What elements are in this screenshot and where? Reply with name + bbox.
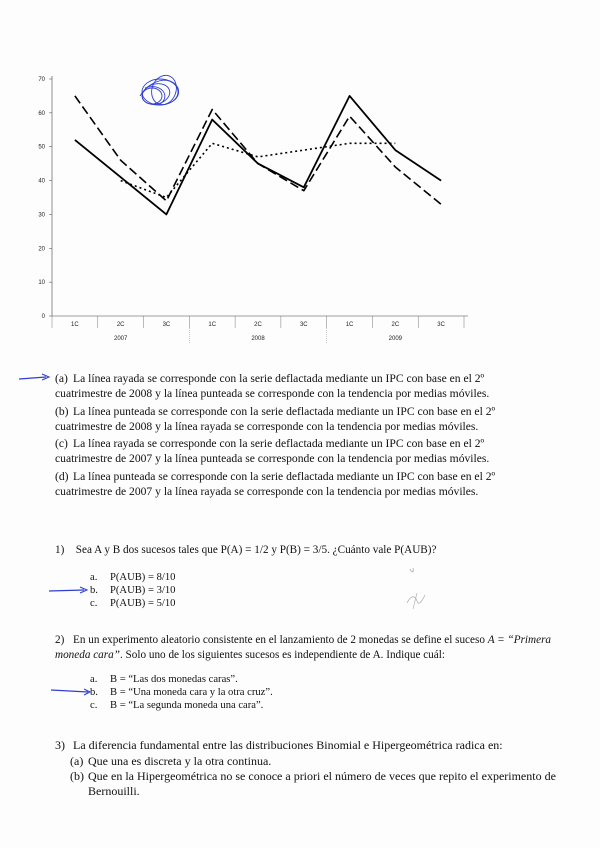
question-text: La diferencia fundamental entre las distribuciones Binomial e Hipergeométrica radica en: [73, 738, 503, 752]
option-text: Que una es discreta y la otra continua. [88, 754, 272, 768]
option-label: (b) [55, 405, 69, 418]
answer-arrow-icon [48, 585, 92, 595]
x-tick-label: 2C [116, 322, 125, 328]
option-text: P(AUB) = 5/10 [110, 598, 176, 609]
option-label: b. [90, 585, 98, 596]
question-text: En un experimento aleatorio consistente en el lanzamiento de 2 monedas se define el suceso [73, 634, 488, 646]
event-a-definition: A = “Primera moneda cara” [55, 634, 552, 661]
option-label: (d) [55, 470, 69, 483]
x-tick-label: 1C [345, 322, 354, 328]
option-text: P(AUB) = 8/10 [110, 572, 176, 583]
option-text: B = “Una moneda cara y la otra cruz”. [110, 687, 273, 698]
option-text: Que en la Hipergeométrica no se conoce a priori el número de veces que repito el experimento de Bernouilli. [88, 769, 556, 798]
option-label: (a) [70, 754, 84, 768]
x-group-label: 2009 [388, 336, 403, 342]
y-tick-label: 10 [38, 280, 45, 287]
option-text: La línea rayada se corresponde con la serie deflactada mediante un IPC con base en el 2º cuatrimestre de 2008 y la línea punteada se corresponde con la tendencia por medias móviles. [55, 372, 490, 400]
q3-option-b[interactable] [70, 769, 573, 799]
option-d[interactable] [55, 470, 535, 499]
pen-scribble [140, 72, 181, 108]
y-tick-label: 40 [38, 178, 45, 185]
x-tick-label: 1C [71, 322, 79, 328]
question-number: 2) [55, 634, 65, 646]
option-text: P(AUB) = 3/10 [110, 585, 176, 596]
option-label: (a) [55, 372, 68, 385]
pencil-scribble [395, 565, 435, 615]
option-text: B = “Las dos monedas caras”. [110, 674, 238, 685]
q1-option-b[interactable] [90, 585, 175, 597]
y-tick-label: 20 [38, 246, 45, 253]
option-b[interactable] [55, 405, 535, 434]
series-line-dotted [121, 143, 396, 197]
option-c[interactable] [55, 437, 535, 466]
x-tick-label: 3C [162, 322, 171, 328]
y-tick-label: 30 [38, 212, 45, 219]
x-tick-label: 3C [437, 322, 445, 328]
q2-option-a[interactable] [90, 674, 238, 686]
x-group-label: 2008 [251, 336, 265, 342]
question-3 [55, 738, 575, 753]
question-number: 1) [55, 544, 65, 556]
option-label: a. [90, 572, 98, 583]
option-text: La línea punteada se corresponde con la serie deflactada mediante un IPC con base en el 2º cuatrimestre de 2008 y la línea rayada se corresponde con la tendencia por medias móviles. [55, 405, 496, 433]
q1-option-c[interactable] [90, 598, 175, 610]
option-label: a. [90, 674, 98, 685]
option-label: c. [90, 598, 98, 609]
y-tick-label: 70 [38, 77, 45, 83]
x-tick-label: 1C [208, 322, 217, 328]
q2-option-b[interactable] [90, 687, 273, 699]
option-label: (c) [55, 437, 68, 450]
series-line-solid [75, 96, 441, 214]
series-line-dashed [75, 96, 441, 204]
option-text: La línea rayada se corresponde con la serie deflactada mediante un IPC con base en el 2º cuatrimestre de 2007 y la línea punteada se corresponde con la tendencia por medias móviles. [55, 437, 490, 465]
q1-option-a[interactable] [90, 572, 175, 584]
option-a[interactable] [55, 372, 535, 401]
x-tick-label: 2C [254, 322, 262, 328]
question-number: 3) [55, 738, 65, 752]
question-text: Sea A y B dos sucesos tales que P(A) = 1/2 y P(B) = 3/5. ¿Cuánto vale P(AUB)? [75, 544, 437, 556]
option-label: c. [90, 700, 98, 711]
question-2 [55, 633, 555, 662]
x-tick-label: 3C [299, 322, 308, 328]
q2-option-c[interactable] [90, 700, 263, 712]
option-label: (b) [70, 769, 84, 783]
x-group-label: 2007 [113, 336, 128, 342]
option-text: B = “La segunda moneda una cara”. [110, 700, 264, 711]
question-text-end: . Solo uno de los siguientes sucesos es independiente de A. Indique cuál: [119, 648, 445, 661]
option-text: La línea punteada se corresponde con la serie deflactada mediante un IPC con base en el 2º cuatrimestre de 2007 y la línea rayada se corresponde con la tendencia por medias móviles. [55, 470, 496, 498]
q3-option-a[interactable] [70, 754, 560, 769]
option-label: b. [90, 687, 98, 698]
answer-arrow-icon [50, 686, 94, 696]
question-1 [55, 543, 555, 558]
x-tick-label: 2C [391, 322, 400, 328]
y-tick-label: 60 [38, 110, 45, 117]
answer-arrow-icon [18, 373, 52, 383]
y-tick-label: 50 [38, 144, 45, 151]
ipc-line-chart [0, 60, 600, 360]
y-tick-label: 0 [41, 314, 45, 320]
